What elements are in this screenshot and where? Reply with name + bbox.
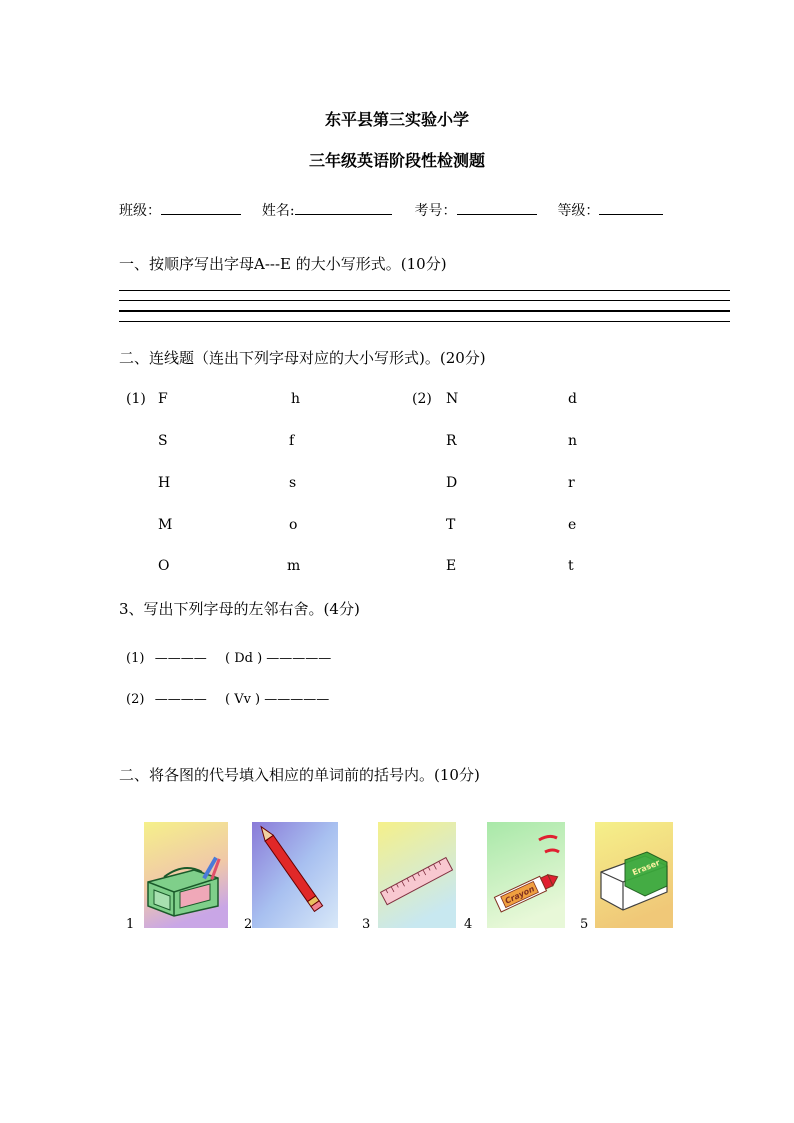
letter-upper[interactable]: O (158, 558, 170, 574)
letter-lower[interactable]: f (289, 433, 295, 449)
letter-upper[interactable]: D (446, 475, 458, 491)
letter-lower[interactable]: r (568, 475, 575, 491)
crayon-icon (487, 822, 565, 928)
letter-lower[interactable]: h (291, 391, 301, 407)
ruler-icon (378, 822, 456, 928)
schoolbag-icon (144, 822, 228, 928)
section4-title: 二、将各图的代号填入相应的单词前的括号内。(10分) (119, 766, 480, 784)
picture-number: 1 (126, 917, 135, 932)
section2-title: 二、连线题（连出下列字母对应的大小写形式)。(20分) (119, 349, 486, 367)
letter-upper[interactable]: F (158, 391, 168, 407)
center-letters: ( Dd ) (224, 651, 263, 666)
left-blank[interactable]: ———— (154, 692, 207, 707)
name-label: 姓名: (261, 203, 295, 219)
item-number: (1) (126, 651, 145, 666)
class-label: 班级： (119, 203, 161, 219)
pencil-icon (252, 822, 338, 928)
letter-upper[interactable]: T (446, 517, 456, 533)
picture-number: 4 (464, 917, 473, 932)
neighbor-item (126, 651, 331, 666)
grade-label: 等级： (557, 203, 600, 219)
grade-field[interactable] (599, 201, 663, 215)
school-name: 东平县第三实验小学 (324, 110, 469, 129)
letter-lower[interactable]: e (568, 517, 577, 533)
letter-upper[interactable]: H (158, 475, 171, 491)
letter-upper[interactable]: M (158, 517, 173, 533)
picture-number: 5 (580, 917, 589, 932)
letter-lower[interactable]: d (568, 391, 577, 407)
exam-title: 三年级英语阶段性检测题 (308, 151, 485, 170)
info-row (119, 200, 663, 220)
letter-lower[interactable]: o (289, 517, 298, 533)
section3-title: 3、写出下列字母的左邻右舍。(4分) (119, 600, 360, 618)
eraser-label: Eraser (630, 858, 662, 878)
letter-lower[interactable]: s (289, 475, 297, 491)
writing-line (119, 300, 730, 301)
letter-upper[interactable]: R (446, 433, 457, 449)
writing-line (119, 290, 730, 291)
letter-upper[interactable]: N (446, 391, 459, 407)
letter-upper[interactable]: E (446, 558, 457, 574)
letter-upper[interactable]: S (158, 433, 168, 449)
crayon-label: Crayon (503, 884, 536, 906)
item-number: (2) (126, 692, 145, 707)
writing-line (119, 321, 730, 322)
right-blank[interactable]: ————— (266, 651, 332, 666)
picture-number: 3 (362, 917, 371, 932)
exam-number-field[interactable] (457, 201, 537, 215)
eraser-icon (595, 822, 673, 928)
section1-title: 一、按顺序写出字母A---E 的大小写形式。(10分) (119, 255, 447, 273)
left-blank[interactable]: ———— (154, 651, 207, 666)
class-field[interactable] (161, 201, 241, 215)
exam-number-label: 考号： (414, 203, 457, 219)
group1-label: (1) (126, 391, 146, 407)
letter-lower[interactable]: m (287, 558, 301, 574)
letter-lower[interactable]: n (568, 433, 578, 449)
letter-lower[interactable]: t (568, 558, 574, 574)
name-field[interactable] (295, 201, 392, 215)
center-letters: ( Vv ) (224, 692, 261, 707)
group2-label: (2) (412, 391, 432, 407)
writing-line (119, 310, 730, 312)
neighbor-item (126, 692, 329, 707)
right-blank[interactable]: ————— (264, 692, 330, 707)
picture-number: 2 (244, 917, 253, 932)
